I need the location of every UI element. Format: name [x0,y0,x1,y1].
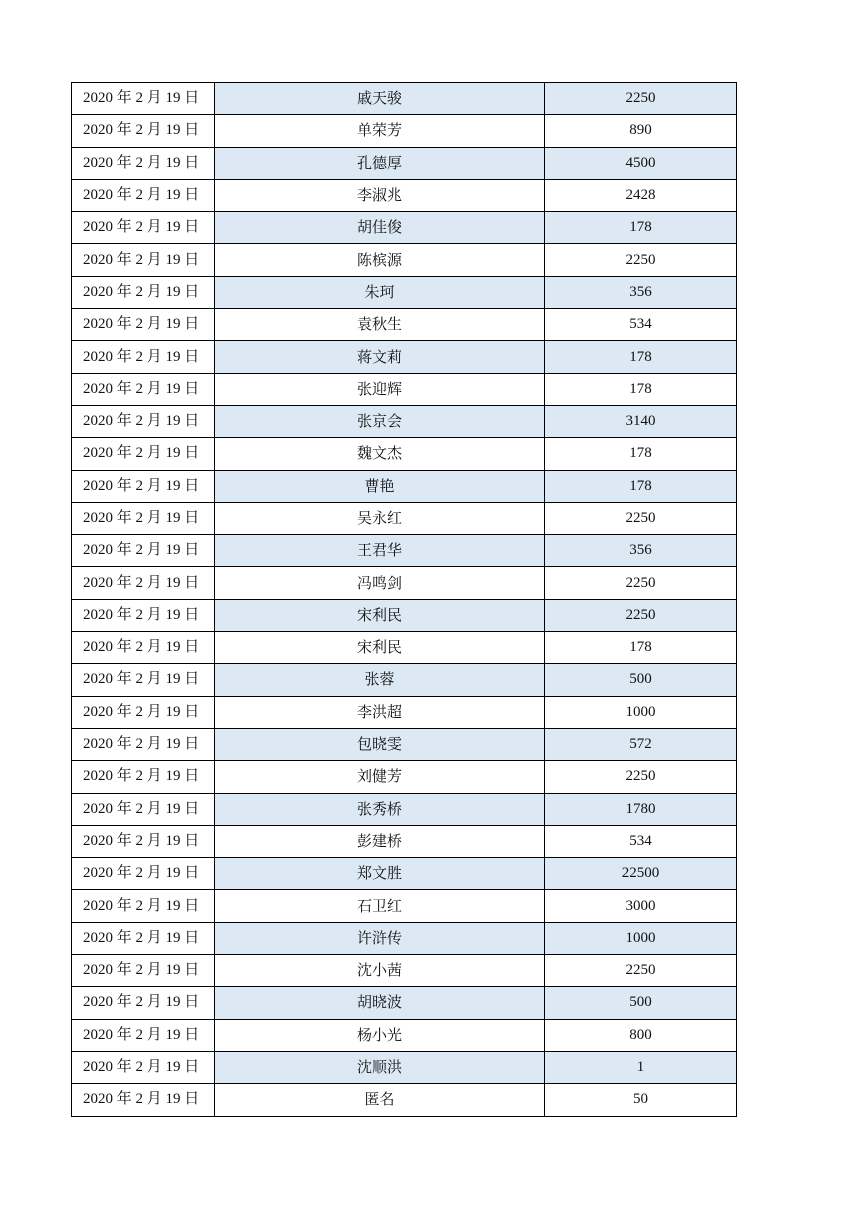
donor-name-cell: 张秀桥 [215,793,545,825]
date-cell: 2020 年 2 月 19 日 [72,1019,215,1051]
donor-name-cell: 石卫红 [215,890,545,922]
amount-cell: 2428 [545,179,737,211]
amount-cell: 890 [545,115,737,147]
date-cell: 2020 年 2 月 19 日 [72,405,215,437]
donor-name-cell: 宋利民 [215,599,545,631]
donor-name-cell: 郑文胜 [215,858,545,890]
amount-cell: 356 [545,276,737,308]
donor-name-cell: 张蓉 [215,664,545,696]
table-row [72,858,737,890]
amount-cell: 1000 [545,922,737,954]
donor-name-cell: 许浒传 [215,922,545,954]
donor-name-cell: 张京会 [215,405,545,437]
table-row [72,922,737,954]
amount-cell: 2250 [545,244,737,276]
table-row [72,696,737,728]
amount-cell: 800 [545,1019,737,1051]
amount-cell: 3140 [545,405,737,437]
donor-name-cell: 胡佳俊 [215,212,545,244]
donation-table-body [72,83,737,1117]
amount-cell: 356 [545,535,737,567]
table-row [72,535,737,567]
donor-name-cell: 冯鸣剑 [215,567,545,599]
amount-cell: 50 [545,1084,737,1116]
date-cell: 2020 年 2 月 19 日 [72,955,215,987]
table-row [72,502,737,534]
amount-cell: 178 [545,470,737,502]
table-row [72,599,737,631]
date-cell: 2020 年 2 月 19 日 [72,728,215,760]
date-cell: 2020 年 2 月 19 日 [72,890,215,922]
donor-name-cell: 曹艳 [215,470,545,502]
amount-cell: 178 [545,373,737,405]
table-row [72,664,737,696]
date-cell: 2020 年 2 月 19 日 [72,567,215,599]
table-row [72,825,737,857]
amount-cell: 178 [545,341,737,373]
table-row [72,955,737,987]
donor-name-cell: 杨小光 [215,1019,545,1051]
table-row [72,728,737,760]
table-row [72,83,737,115]
donor-name-cell: 胡晓波 [215,987,545,1019]
table-row [72,761,737,793]
amount-cell: 2250 [545,761,737,793]
amount-cell: 22500 [545,858,737,890]
table-row [72,1084,737,1116]
table-row [72,632,737,664]
date-cell: 2020 年 2 月 19 日 [72,793,215,825]
date-cell: 2020 年 2 月 19 日 [72,83,215,115]
table-row [72,567,737,599]
amount-cell: 2250 [545,502,737,534]
amount-cell: 500 [545,664,737,696]
donor-name-cell: 孔德厚 [215,147,545,179]
donor-name-cell: 包晓雯 [215,728,545,760]
amount-cell: 2250 [545,83,737,115]
table-row [72,212,737,244]
amount-cell: 572 [545,728,737,760]
amount-cell: 178 [545,632,737,664]
date-cell: 2020 年 2 月 19 日 [72,212,215,244]
date-cell: 2020 年 2 月 19 日 [72,696,215,728]
date-cell: 2020 年 2 月 19 日 [72,309,215,341]
date-cell: 2020 年 2 月 19 日 [72,825,215,857]
table-row [72,793,737,825]
donor-name-cell: 吴永红 [215,502,545,534]
date-cell: 2020 年 2 月 19 日 [72,632,215,664]
amount-cell: 1 [545,1051,737,1083]
date-cell: 2020 年 2 月 19 日 [72,470,215,502]
amount-cell: 3000 [545,890,737,922]
date-cell: 2020 年 2 月 19 日 [72,341,215,373]
table-row [72,373,737,405]
date-cell: 2020 年 2 月 19 日 [72,761,215,793]
date-cell: 2020 年 2 月 19 日 [72,147,215,179]
date-cell: 2020 年 2 月 19 日 [72,858,215,890]
donor-name-cell: 沈小茜 [215,955,545,987]
donor-name-cell: 沈顺洪 [215,1051,545,1083]
date-cell: 2020 年 2 月 19 日 [72,922,215,954]
table-row [72,1019,737,1051]
amount-cell: 2250 [545,567,737,599]
amount-cell: 2250 [545,599,737,631]
amount-cell: 534 [545,825,737,857]
amount-cell: 1780 [545,793,737,825]
donor-name-cell: 张迎辉 [215,373,545,405]
date-cell: 2020 年 2 月 19 日 [72,115,215,147]
donor-name-cell: 戚天骏 [215,83,545,115]
table-row [72,341,737,373]
donor-name-cell: 刘健芳 [215,761,545,793]
table-row [72,147,737,179]
donation-table [71,82,737,1117]
amount-cell: 2250 [545,955,737,987]
table-row [72,276,737,308]
amount-cell: 178 [545,438,737,470]
amount-cell: 500 [545,987,737,1019]
table-row [72,309,737,341]
date-cell: 2020 年 2 月 19 日 [72,244,215,276]
donor-name-cell: 李洪超 [215,696,545,728]
date-cell: 2020 年 2 月 19 日 [72,1051,215,1083]
table-row [72,405,737,437]
table-row [72,1051,737,1083]
donor-name-cell: 李淑兆 [215,179,545,211]
amount-cell: 1000 [545,696,737,728]
date-cell: 2020 年 2 月 19 日 [72,438,215,470]
table-row [72,179,737,211]
donor-name-cell: 匿名 [215,1084,545,1116]
donor-name-cell: 单荣芳 [215,115,545,147]
date-cell: 2020 年 2 月 19 日 [72,373,215,405]
date-cell: 2020 年 2 月 19 日 [72,1084,215,1116]
donor-name-cell: 宋利民 [215,632,545,664]
table-row [72,244,737,276]
table-row [72,470,737,502]
table-row [72,438,737,470]
table-row [72,115,737,147]
date-cell: 2020 年 2 月 19 日 [72,179,215,211]
date-cell: 2020 年 2 月 19 日 [72,276,215,308]
donor-name-cell: 彭建桥 [215,825,545,857]
date-cell: 2020 年 2 月 19 日 [72,987,215,1019]
date-cell: 2020 年 2 月 19 日 [72,535,215,567]
donor-name-cell: 蒋文莉 [215,341,545,373]
amount-cell: 534 [545,309,737,341]
table-row [72,987,737,1019]
amount-cell: 178 [545,212,737,244]
amount-cell: 4500 [545,147,737,179]
donor-name-cell: 魏文杰 [215,438,545,470]
date-cell: 2020 年 2 月 19 日 [72,664,215,696]
date-cell: 2020 年 2 月 19 日 [72,502,215,534]
donor-name-cell: 袁秋生 [215,309,545,341]
donor-name-cell: 王君华 [215,535,545,567]
donor-name-cell: 朱珂 [215,276,545,308]
donor-name-cell: 陈槟源 [215,244,545,276]
table-row [72,890,737,922]
date-cell: 2020 年 2 月 19 日 [72,599,215,631]
